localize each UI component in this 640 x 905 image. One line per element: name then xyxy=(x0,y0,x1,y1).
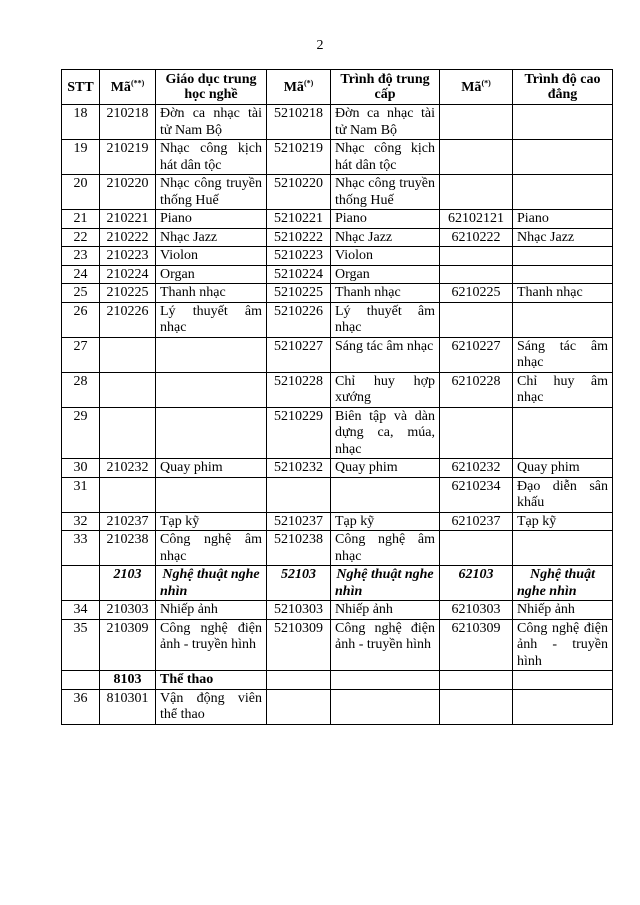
cell-ma-tc: 5210225 xyxy=(267,284,331,303)
table-row xyxy=(62,477,613,512)
cell-ma-tc xyxy=(267,477,331,512)
cell-ma-cd: 6210309 xyxy=(440,619,513,671)
cell-trung-hoc-nghe: Thể thao xyxy=(156,671,267,690)
cell-trung-hoc-nghe: Tạp kỹ xyxy=(156,512,267,531)
header-stt: STT xyxy=(62,70,100,105)
cell-ma-hn: 210222 xyxy=(100,228,156,247)
cell-cao-dang: Sáng tác âm nhạc xyxy=(513,337,613,372)
cell-ma-hn: 810301 xyxy=(100,689,156,724)
cell-ma-hn: 210226 xyxy=(100,302,156,337)
cell-cao-dang xyxy=(513,689,613,724)
cell-ma-hn xyxy=(100,407,156,459)
cell-trung-cap: Violon xyxy=(331,247,440,266)
cell-ma-tc: 5210226 xyxy=(267,302,331,337)
cell-ma-tc: 5210218 xyxy=(267,105,331,140)
cell-stt: 34 xyxy=(62,601,100,620)
cell-trung-hoc-nghe: Quay phim xyxy=(156,459,267,478)
cell-trung-cap: Tạp kỹ xyxy=(331,512,440,531)
cell-trung-hoc-nghe: Piano xyxy=(156,210,267,229)
cell-ma-cd xyxy=(440,302,513,337)
cell-stt: 30 xyxy=(62,459,100,478)
cell-ma-hn: 210221 xyxy=(100,210,156,229)
cell-cao-dang xyxy=(513,140,613,175)
cell-trung-cap xyxy=(331,689,440,724)
cell-trung-cap xyxy=(331,671,440,690)
cell-ma-cd xyxy=(440,531,513,566)
cell-trung-cap: Organ xyxy=(331,265,440,284)
cell-ma-tc: 52103 xyxy=(267,566,331,601)
group-row xyxy=(62,566,613,601)
table-row xyxy=(62,175,613,210)
cell-stt: 27 xyxy=(62,337,100,372)
occupation-code-table xyxy=(61,69,613,725)
table-row xyxy=(62,531,613,566)
cell-ma-tc: 5210219 xyxy=(267,140,331,175)
cell-trung-cap: Quay phim xyxy=(331,459,440,478)
cell-trung-cap: Lý thuyết âm nhạc xyxy=(331,302,440,337)
header-trung-hoc-nghe: Giáo dục trung học nghề xyxy=(156,70,267,105)
table-row xyxy=(62,689,613,724)
cell-cao-dang: Nhạc Jazz xyxy=(513,228,613,247)
cell-cao-dang xyxy=(513,531,613,566)
cell-trung-hoc-nghe: Công nghệ âm nhạc xyxy=(156,531,267,566)
cell-trung-hoc-nghe xyxy=(156,372,267,407)
cell-cao-dang: Piano xyxy=(513,210,613,229)
cell-ma-cd: 6210228 xyxy=(440,372,513,407)
group-row xyxy=(62,671,613,690)
header-ma-tc-sup: (*) xyxy=(303,77,314,87)
cell-ma-tc: 5210309 xyxy=(267,619,331,671)
cell-ma-cd xyxy=(440,265,513,284)
cell-ma-hn: 210309 xyxy=(100,619,156,671)
cell-cao-dang xyxy=(513,302,613,337)
cell-ma-tc: 5210221 xyxy=(267,210,331,229)
cell-ma-tc: 5210222 xyxy=(267,228,331,247)
cell-trung-hoc-nghe: Nhiếp ảnh xyxy=(156,601,267,620)
cell-ma-hn xyxy=(100,372,156,407)
cell-trung-hoc-nghe xyxy=(156,477,267,512)
table-row xyxy=(62,337,613,372)
header-trung-cap: Trình độ trung cấp xyxy=(331,70,440,105)
cell-ma-hn xyxy=(100,477,156,512)
cell-ma-tc: 5210227 xyxy=(267,337,331,372)
cell-ma-hn: 210237 xyxy=(100,512,156,531)
cell-cao-dang: Nghệ thuật nghe nhìn xyxy=(513,566,613,601)
table-row xyxy=(62,619,613,671)
cell-ma-hn: 210225 xyxy=(100,284,156,303)
header-ma-tc-label: Mã xyxy=(283,79,304,95)
table-row xyxy=(62,284,613,303)
cell-cao-dang: Chỉ huy âm nhạc xyxy=(513,372,613,407)
table-row xyxy=(62,407,613,459)
cell-trung-cap: Công nghệ âm nhạc xyxy=(331,531,440,566)
cell-stt: 24 xyxy=(62,265,100,284)
cell-ma-cd xyxy=(440,247,513,266)
header-ma-cd-label: Mã xyxy=(461,79,482,95)
cell-stt: 18 xyxy=(62,105,100,140)
cell-ma-cd: 6210225 xyxy=(440,284,513,303)
cell-trung-cap: Nhiếp ảnh xyxy=(331,601,440,620)
cell-trung-cap: Piano xyxy=(331,210,440,229)
cell-ma-tc: 5210303 xyxy=(267,601,331,620)
cell-trung-cap: Nhạc công truyền thống Huế xyxy=(331,175,440,210)
page-number: 2 xyxy=(316,38,324,53)
cell-ma-hn: 2103 xyxy=(100,566,156,601)
cell-ma-tc xyxy=(267,671,331,690)
cell-ma-cd xyxy=(440,689,513,724)
cell-ma-hn: 210220 xyxy=(100,175,156,210)
cell-ma-hn: 210219 xyxy=(100,140,156,175)
cell-ma-cd: 6210237 xyxy=(440,512,513,531)
header-ma-hn-label: Mã xyxy=(110,79,131,95)
header-ma-cd xyxy=(440,70,513,105)
cell-ma-cd xyxy=(440,671,513,690)
cell-stt: 25 xyxy=(62,284,100,303)
cell-trung-cap: Chỉ huy hợp xướng xyxy=(331,372,440,407)
cell-ma-hn: 210223 xyxy=(100,247,156,266)
cell-ma-tc: 5210223 xyxy=(267,247,331,266)
cell-trung-hoc-nghe: Nhạc công truyền thống Huế xyxy=(156,175,267,210)
cell-cao-dang: Thanh nhạc xyxy=(513,284,613,303)
cell-cao-dang xyxy=(513,407,613,459)
cell-ma-tc: 5210220 xyxy=(267,175,331,210)
cell-stt: 21 xyxy=(62,210,100,229)
cell-trung-cap: Thanh nhạc xyxy=(331,284,440,303)
cell-stt: 35 xyxy=(62,619,100,671)
cell-trung-hoc-nghe: Vận động viên thể thao xyxy=(156,689,267,724)
cell-cao-dang: Đạo diễn sân khấu xyxy=(513,477,613,512)
cell-cao-dang xyxy=(513,265,613,284)
cell-cao-dang xyxy=(513,671,613,690)
cell-stt: 36 xyxy=(62,689,100,724)
cell-cao-dang xyxy=(513,105,613,140)
cell-ma-cd: 62102121 xyxy=(440,210,513,229)
cell-trung-cap: Biên tập và dàn dựng ca, múa, nhạc xyxy=(331,407,440,459)
cell-stt: 33 xyxy=(62,531,100,566)
cell-ma-cd xyxy=(440,407,513,459)
cell-ma-tc: 5210224 xyxy=(267,265,331,284)
cell-cao-dang: Nhiếp ảnh xyxy=(513,601,613,620)
cell-trung-hoc-nghe: Công nghệ điện ảnh - truyền hình xyxy=(156,619,267,671)
cell-cao-dang: Tạp kỹ xyxy=(513,512,613,531)
cell-trung-hoc-nghe: Nhạc Jazz xyxy=(156,228,267,247)
cell-ma-cd: 6210303 xyxy=(440,601,513,620)
cell-ma-tc: 5210238 xyxy=(267,531,331,566)
cell-cao-dang: Quay phim xyxy=(513,459,613,478)
cell-trung-hoc-nghe: Thanh nhạc xyxy=(156,284,267,303)
cell-trung-hoc-nghe: Organ xyxy=(156,265,267,284)
cell-trung-hoc-nghe: Lý thuyết âm nhạc xyxy=(156,302,267,337)
cell-trung-cap: Nhạc Jazz xyxy=(331,228,440,247)
cell-cao-dang xyxy=(513,247,613,266)
header-ma-tc xyxy=(267,70,331,105)
cell-stt: 31 xyxy=(62,477,100,512)
cell-ma-tc: 5210229 xyxy=(267,407,331,459)
cell-ma-tc xyxy=(267,689,331,724)
header-ma-hn-sup: (**) xyxy=(130,77,145,87)
cell-ma-tc: 5210228 xyxy=(267,372,331,407)
cell-stt xyxy=(62,671,100,690)
cell-stt: 29 xyxy=(62,407,100,459)
cell-ma-cd xyxy=(440,105,513,140)
cell-stt: 28 xyxy=(62,372,100,407)
table-row xyxy=(62,512,613,531)
table-row xyxy=(62,302,613,337)
cell-ma-tc: 5210237 xyxy=(267,512,331,531)
cell-trung-cap: Nhạc công kịch hát dân tộc xyxy=(331,140,440,175)
cell-trung-hoc-nghe xyxy=(156,407,267,459)
cell-cao-dang: Công nghệ điện ảnh - truyền hình xyxy=(513,619,613,671)
cell-ma-hn: 210232 xyxy=(100,459,156,478)
cell-stt: 20 xyxy=(62,175,100,210)
cell-ma-hn: 210303 xyxy=(100,601,156,620)
cell-trung-hoc-nghe: Violon xyxy=(156,247,267,266)
cell-trung-cap: Sáng tác âm nhạc xyxy=(331,337,440,372)
table-row xyxy=(62,105,613,140)
cell-stt: 22 xyxy=(62,228,100,247)
cell-trung-cap: Công nghệ điện ảnh - truyền hình xyxy=(331,619,440,671)
cell-ma-cd: 6210222 xyxy=(440,228,513,247)
table-row xyxy=(62,601,613,620)
table-body xyxy=(62,105,613,725)
cell-ma-hn: 210238 xyxy=(100,531,156,566)
cell-ma-cd: 6210234 xyxy=(440,477,513,512)
cell-stt: 32 xyxy=(62,512,100,531)
header-cao-dang: Trình độ cao đẳng xyxy=(513,70,613,105)
cell-ma-cd: 6210232 xyxy=(440,459,513,478)
cell-stt: 19 xyxy=(62,140,100,175)
table-row xyxy=(62,265,613,284)
cell-trung-hoc-nghe xyxy=(156,337,267,372)
cell-ma-hn xyxy=(100,337,156,372)
table-row xyxy=(62,140,613,175)
cell-ma-hn: 210224 xyxy=(100,265,156,284)
cell-stt: 23 xyxy=(62,247,100,266)
table-row xyxy=(62,228,613,247)
cell-ma-cd xyxy=(440,175,513,210)
cell-trung-cap: Đờn ca nhạc tài tử Nam Bộ xyxy=(331,105,440,140)
cell-trung-hoc-nghe: Đờn ca nhạc tài tử Nam Bộ xyxy=(156,105,267,140)
table-row xyxy=(62,247,613,266)
cell-trung-hoc-nghe: Nghệ thuật nghe nhìn xyxy=(156,566,267,601)
cell-ma-cd xyxy=(440,140,513,175)
cell-trung-cap: Nghệ thuật nghe nhìn xyxy=(331,566,440,601)
cell-trung-cap xyxy=(331,477,440,512)
cell-ma-cd: 6210227 xyxy=(440,337,513,372)
header-ma-cd-sup: (*) xyxy=(481,77,491,87)
cell-ma-hn: 210218 xyxy=(100,105,156,140)
cell-cao-dang xyxy=(513,175,613,210)
table-row xyxy=(62,372,613,407)
cell-ma-cd: 62103 xyxy=(440,566,513,601)
table-header-row xyxy=(62,70,613,105)
header-ma-hn xyxy=(100,70,156,105)
table-row xyxy=(62,210,613,229)
cell-ma-hn: 8103 xyxy=(100,671,156,690)
cell-stt: 26 xyxy=(62,302,100,337)
cell-trung-hoc-nghe: Nhạc công kịch hát dân tộc xyxy=(156,140,267,175)
table-row xyxy=(62,459,613,478)
cell-stt xyxy=(62,566,100,601)
cell-ma-tc: 5210232 xyxy=(267,459,331,478)
